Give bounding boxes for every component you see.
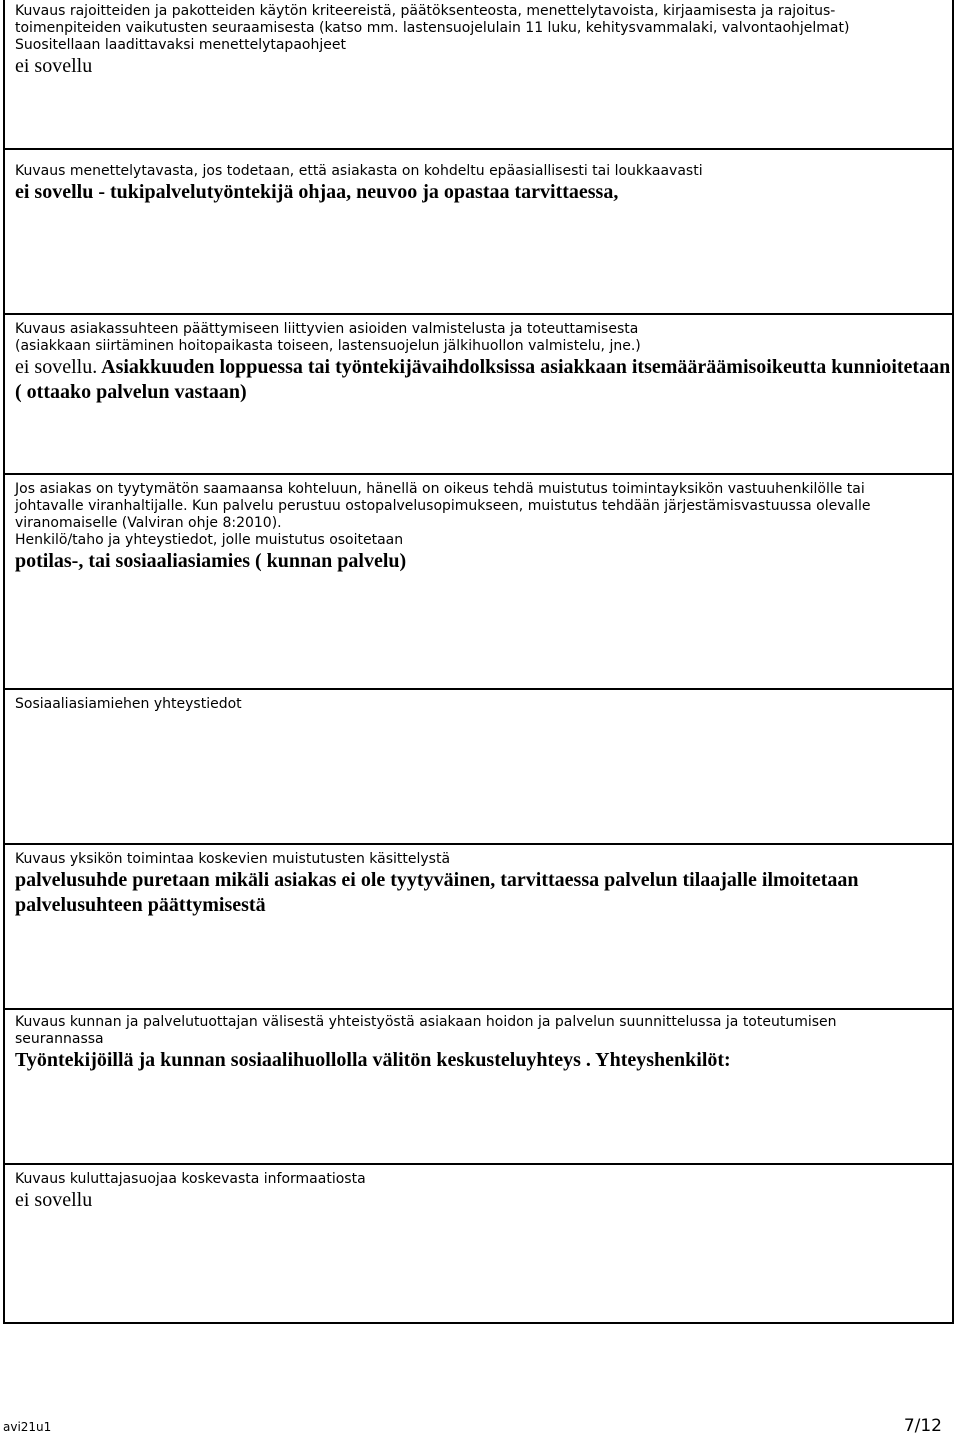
answer-prefix: ei sovellu. [15,356,98,378]
answer-text: Asiakkuuden loppuessa tai työntekijävaihdolksissa asiakkaan itsemääräämisoikeutta kunnioitetaan ( ottaako palvelun vastaan) [15,356,951,403]
section-mistreatment [5,150,952,315]
section-cooperation [5,1010,952,1165]
section-label-line: Kuvaus menettelytavasta, jos todetaan, että asiakasta on kohdeltu epäasiallisesti tai loukkaavasti [15,163,703,179]
section-label-line: Kuvaus yksikön toimintaa koskevien muistutusten käsittelystä [15,851,451,867]
section-label-line: Jos asiakas on tyytymätön saamaansa kohteluun, hänellä on oikeus tehdä muistutus toimintayksikön vastuuhenkilölle tai [15,481,865,497]
section-answer: ei sovellu - tukipalvelutyöntekijä ohjaa, neuvoo ja opastaa tarvittaessa, [15,181,619,203]
section-answer: potilas-, tai sosiaaliasiamies ( kunnan palvelu) [15,550,407,572]
section-consumer-info [5,1165,952,1322]
section-answer: Työntekijöillä ja kunnan sosiaalihuollolla välitön keskusteluyhteys . Yhteyshenkilöt: [15,1049,731,1071]
section-label-line: (asiakkaan siirtäminen hoitopaikasta toiseen, lastensuojelun jälkihuollon valmistelu, jne.) [15,338,641,354]
section-label-line: Suositellaan laadittavaksi menettelytapaohjeet [15,37,346,53]
page-number: 7/12 [903,1416,942,1436]
form-frame [3,0,954,1324]
section-label-line: Henkilö/taho ja yhteystiedot, jolle muistutus osoitetaan [15,532,404,548]
section-label-line: Kuvaus asiakassuhteen päättymiseen liittyvien asioiden valmistelusta ja toteuttamisesta [15,321,639,337]
section-label-line: viranomaiselle (Valviran ohje 8:2010). [15,515,282,531]
section-ombudsman-contact [5,690,952,845]
section-termination [5,315,952,475]
section-answer [15,355,952,405]
section-label-line: johtavalle viranhaltijalle. Kun palvelu perustuu ostopalvelusopimukseen, muistutus tehdään järjestämisvastuussa olevalle [15,498,871,514]
section-complaint-handling [5,845,952,1010]
section-label-line: Kuvaus kuluttajasuojaa koskevasta informaatiosta [15,1171,366,1187]
section-answer: ei sovellu [15,55,93,77]
form-code: avi21u1 [3,1420,52,1434]
section-label-line: seurannassa [15,1031,104,1047]
section-label-line: Sosiaaliasiamiehen yhteystiedot [15,696,242,712]
section-restrictions [5,0,952,150]
section-complaint [5,475,952,690]
section-answer: ei sovellu [15,1189,93,1211]
section-label-line: Kuvaus kunnan ja palvelutuottajan välisestä yhteistyöstä asiakaan hoidon ja palvelun suunnittelussa ja toteutumisen [15,1014,837,1030]
section-label-line: toimenpiteiden vaikutusten seuraamisesta (katso mm. lastensuojelulain 11 luku, kehitysvammalaki, valvontaohjelmat) [15,20,850,36]
section-answer: palvelusuhde puretaan mikäli asiakas ei ole tyytyväinen, tarvittaessa palvelun tilaajalle ilmoitetaan palvelusuhteen päättymisestä [15,869,859,916]
section-label-line: Kuvaus rajoitteiden ja pakotteiden käytön kriteereistä, päätöksenteosta, menettelytavoista, kirjaamisesta ja rajoitus- [15,3,836,19]
